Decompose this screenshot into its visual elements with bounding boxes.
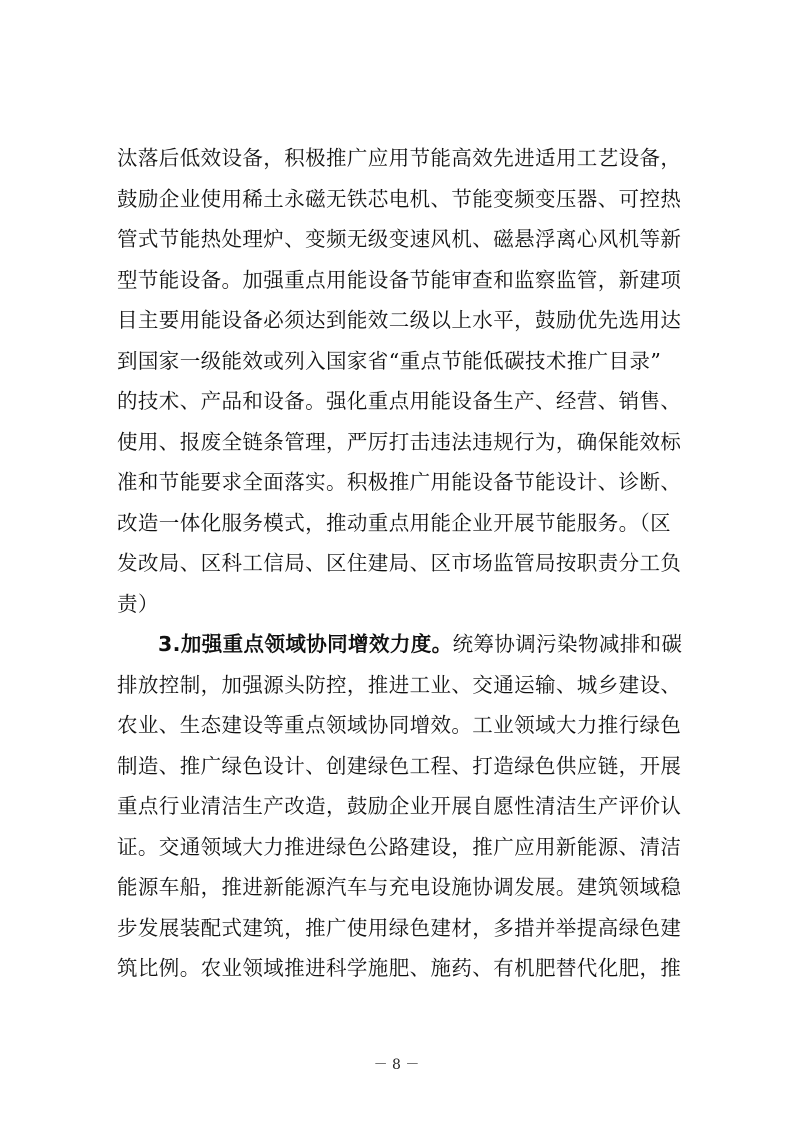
- text-line: 步发展装配式建筑，推广使用绿色建材，多措并举提高绿色建: [117, 915, 682, 940]
- body-text: [117, 138, 687, 989]
- text-line: 目主要用能设备必须达到能效二级以上水平，鼓励优先选用达: [117, 308, 682, 332]
- text-line: 管式节能热处理炉、变频无级变速风机、磁悬浮离心风机等新: [117, 227, 682, 251]
- text-line: 汰落后低效设备，积极推广应用节能高效先进适用工艺设备，: [117, 146, 682, 170]
- section-heading: 3.加强重点领域协同增效力度。: [158, 632, 453, 656]
- text-line: 的技术、产品和设备。强化重点用能设备生产、经营、销售、: [117, 389, 682, 413]
- text-line: 筑比例。农业领域推进科学施肥、施药、有机肥替代化肥，推: [117, 956, 682, 980]
- section-first-line: [117, 624, 687, 665]
- text-line: 改造一体化服务模式，推动重点用能企业开展节能服务。（区: [117, 510, 672, 535]
- text-line: 证。交通领域大力推进绿色公路建设，推广应用新能源、清洁: [117, 834, 682, 859]
- text-line: 型节能设备。加强重点用能设备节能审查和监察监管，新建项: [117, 267, 682, 292]
- section-first-line-text: 统筹协调污染物减排和碳: [452, 632, 683, 656]
- text-line: 准和节能要求全面落实。积极推广用能设备节能设计、诊断、: [117, 470, 682, 494]
- text-line: 制造、推广绿色设计、创建绿色工程、打造绿色供应链，开展: [117, 753, 682, 778]
- text-line: 农业、生态建设等重点领域协同增效。工业领域大力推行绿色: [117, 713, 682, 737]
- text-line: 使用、报废全链条管理，严厉打击违法违规行为，确保能效标: [117, 429, 682, 454]
- text-line: 鼓励企业使用稀土永磁无铁芯电机、节能变频变压器、可控热: [117, 186, 682, 211]
- text-line: 重点行业清洁生产改造，鼓励企业开展自愿性清洁生产评价认: [117, 794, 682, 818]
- text-line: 责）: [117, 591, 159, 616]
- text-line: 发改局、区科工信局、区住建局、区市场监管局按职责分工负: [117, 551, 682, 575]
- page-number: － 8 －: [373, 1057, 420, 1073]
- text-line: 排放控制，加强源头防控，推进工业、交通运输、城乡建设、: [117, 672, 682, 697]
- text-line: 能源车船，推进新能源汽车与充电设施协调发展。建筑领域稳: [117, 875, 682, 899]
- text-line: 到国家一级能效或列入国家省“重点节能低碳技术推广目录”: [117, 348, 662, 373]
